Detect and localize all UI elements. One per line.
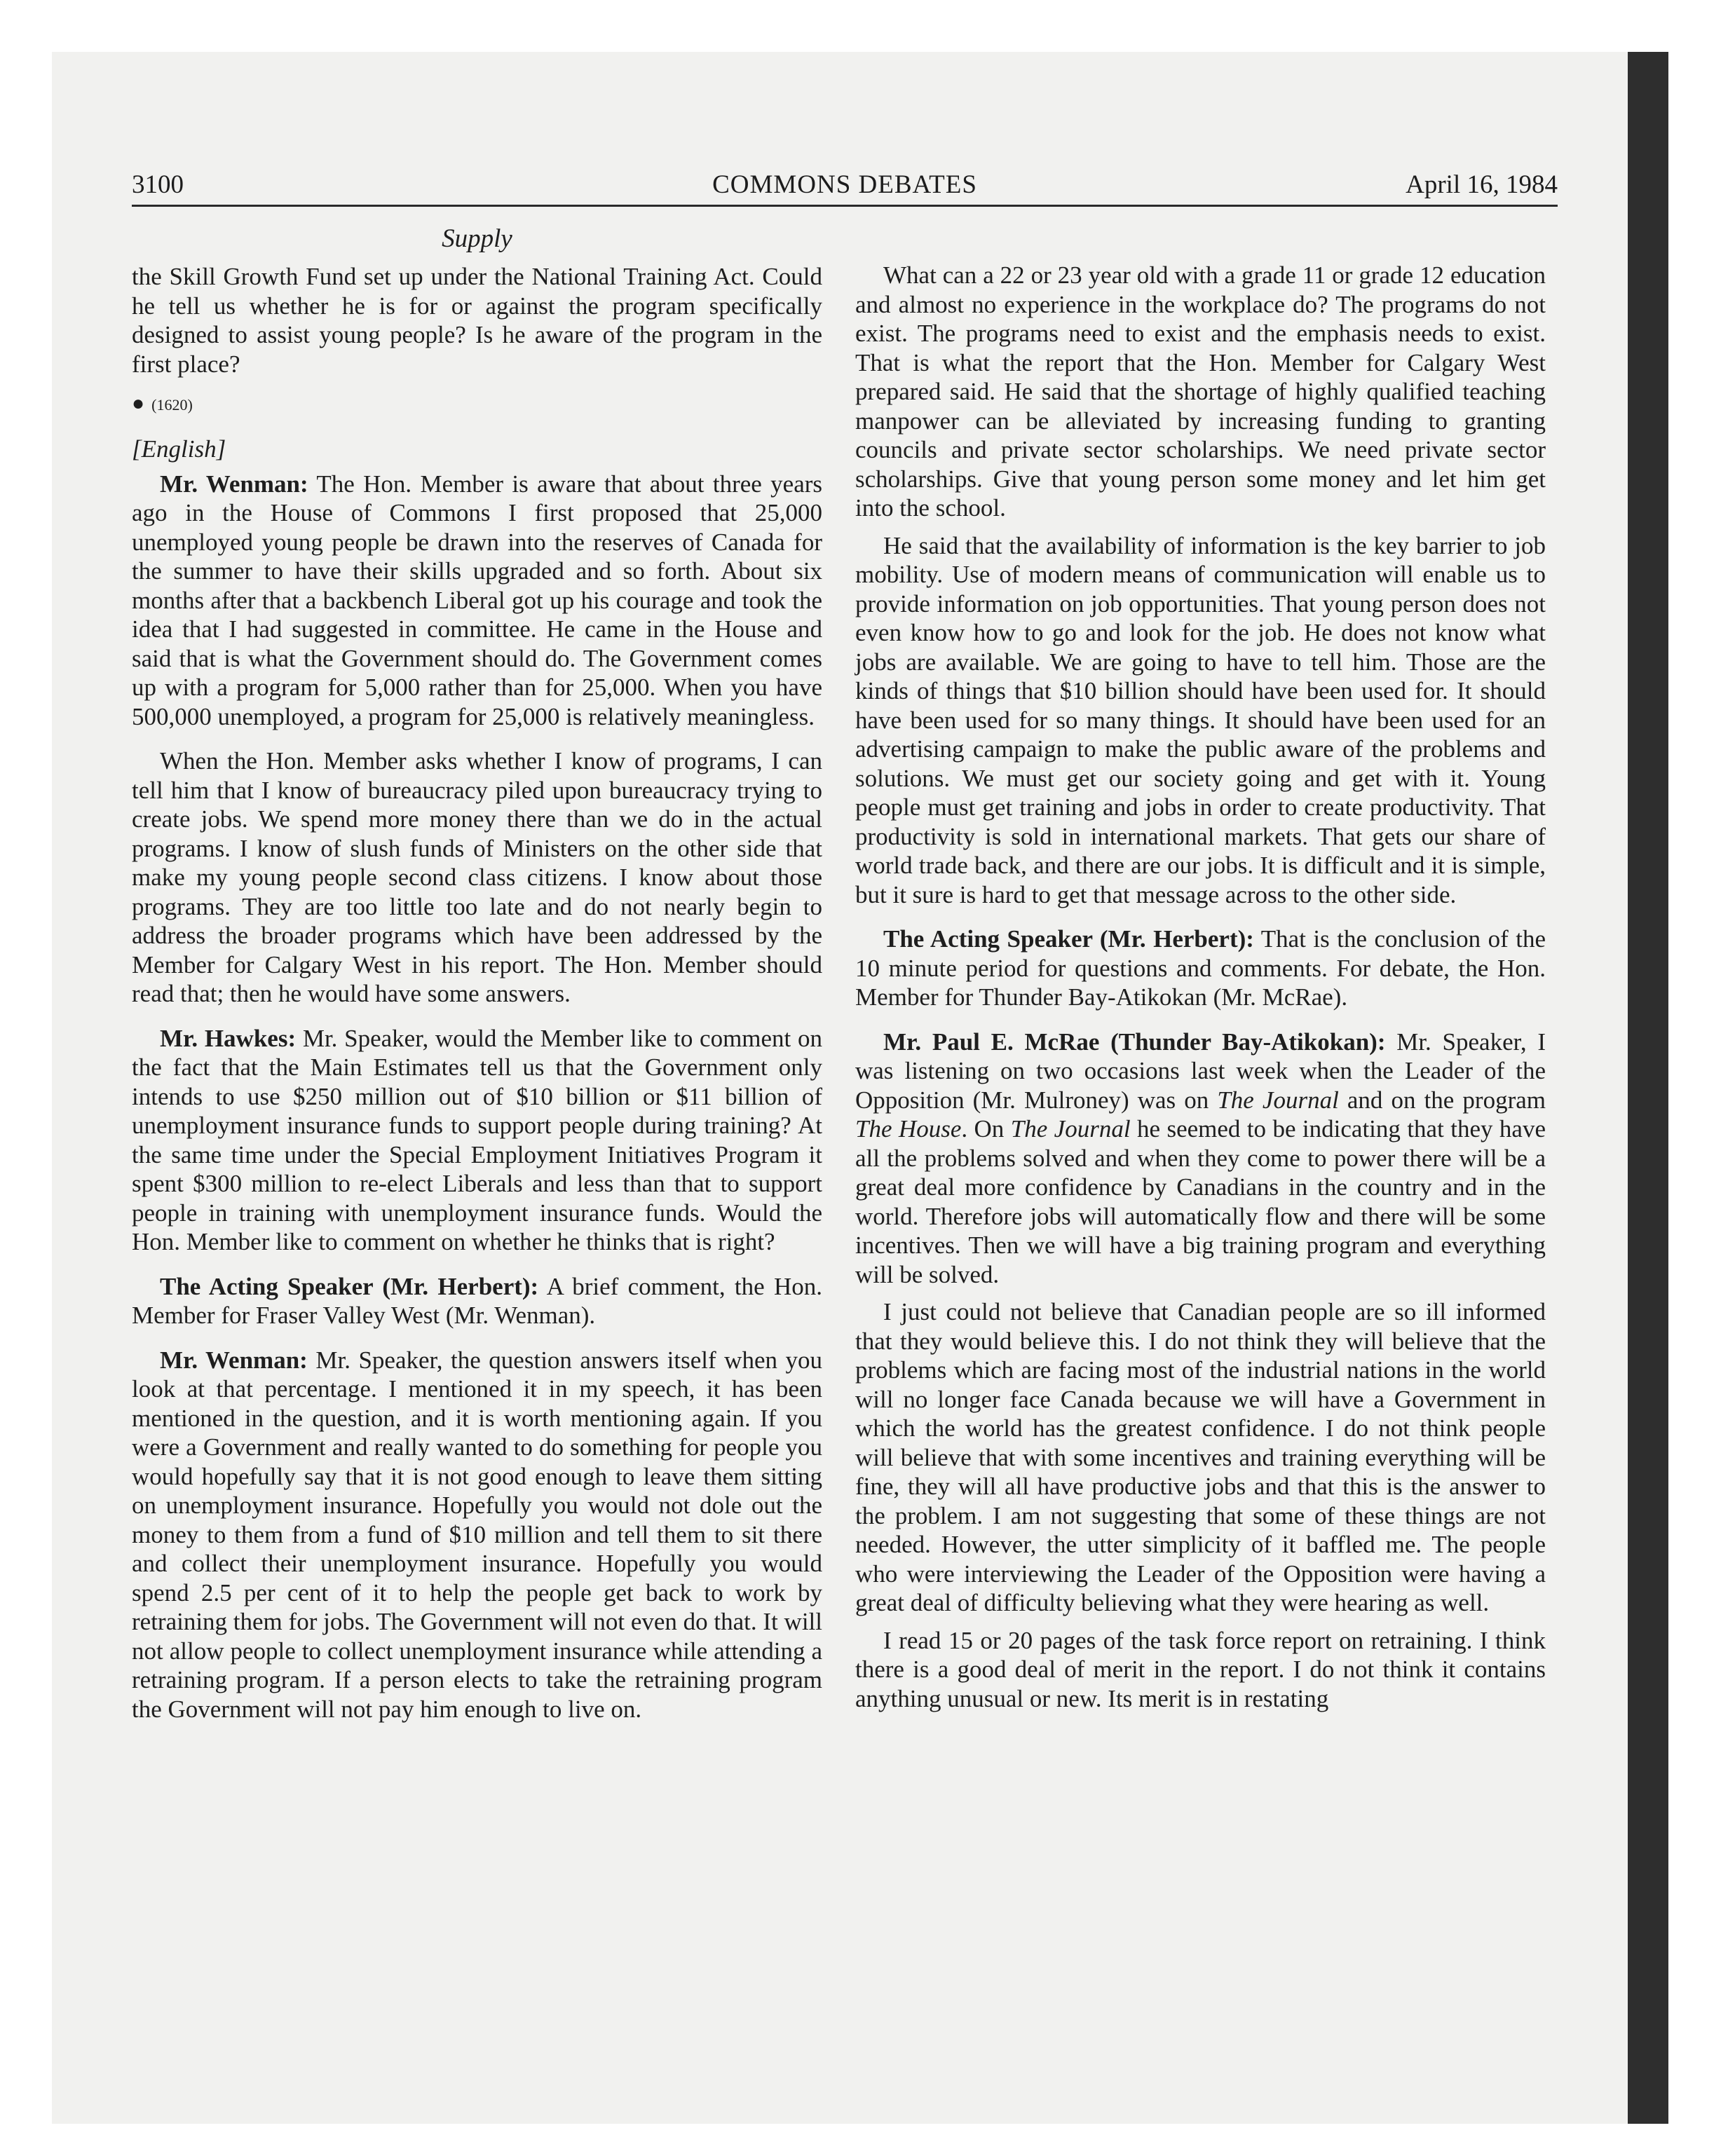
speech-text: . On: [961, 1115, 1011, 1142]
speech-text: That is the conclusion of the 10 minute period for questions and comments. For debate, the Hon. Member for Thunder Bay-Atikokan (Mr. McRae).: [855, 925, 1546, 1011]
paragraph: I read 15 or 20 pages of the task force report on retraining. I think there is a good deal of merit in the report. I do not think it contains anything unusual or new. Its merit is in restating: [855, 1626, 1546, 1712]
language-label: [English]: [132, 435, 226, 463]
time-marker: [132, 388, 822, 419]
speech-text: The Hon. Member is aware that about three years ago in the House of Commons I first proposed that 25,000 unemployed young people be drawn into the reserves of Canada for the summer to have their skills upgraded and so forth. About six months after that a backbench Liberal got up his courage and took the idea that I had suggested in committee. He came in the House and said that is what the Government should do. The Government comes up with a program for 5,000 rather than for 25,000. When you have 500,000 unemployed, a program for 25,000 is relatively meaningless.: [132, 470, 823, 730]
paragraph: I just could not believe that Canadian people are so ill informed that they would believe this. I do not think they will believe that the problems which are facing most of the industrial nations in the world will no longer face Canada because we will have a Government in which the world has the greatest confidence. I do not think people will believe that with some incentives and training everything will be fine, they will all have productive jobs and that this is the answer to the problem. I am not suggesting that some of these things are not needed. However, the utter simplicity of it baffled me. The people who were interviewing the Leader of the Opposition were having a great deal of difficulty believing what they were hearing as well.: [855, 1298, 1546, 1616]
section-title: Supply: [442, 224, 512, 253]
bullet-icon: ●: [132, 392, 145, 415]
speech-text: Mr. Speaker, would the Member like to comment on the fact that the Main Estimates tell us that the Government only intends to use $250 million out of $10 billion or $11 billion of unemployment insurance funds to support people during training? At the same time under the Special Employment Initiatives Program it spent $300 million to re-elect Liberals and less than that to support people in training with unemployment insurance funds. Would the Hon. Member like to comment on whether he thinks that is right?: [132, 1024, 822, 1255]
paragraph: [855, 1028, 1546, 1290]
speaker-name: The Acting Speaker (Mr. Herbert):: [160, 1272, 539, 1300]
speech-text: he seemed to be indicating that they have all the problems solved and when they come to power there will be a great deal more confidence by Canadians in the country and in the world. Therefore jobs will automatically flow and there will be some incentives. Then we will have a big training program and everything will be solved.: [855, 1115, 1546, 1288]
speaker-name: Mr. Hawkes:: [160, 1024, 297, 1052]
speaker-name: The Acting Speaker (Mr. Herbert):: [883, 925, 1254, 953]
program-title: The Journal: [1217, 1086, 1339, 1114]
paragraph: When the Hon. Member asks whether I know of programs, I can tell him that I know of bureaucracy piled upon bureaucracy trying to create jobs. We spend more money there than we do in the actual programs. I know of slush funds of Ministers on the other side that make my young people second class citizens. I know about those programs. They are too little too late and do not nearly begin to address the broader programs which have been addressed by the Member for Calgary West in his report. The Hon. Member should read that; then he would have some answers.: [132, 747, 822, 1007]
program-title: The Journal: [1010, 1115, 1131, 1142]
program-title: The House: [855, 1115, 962, 1142]
time-marker-label: (1620): [151, 396, 193, 414]
scan-edge: [1628, 52, 1668, 2124]
paragraph: [132, 1272, 822, 1330]
paragraph: What can a 22 or 23 year old with a grade 11 or grade 12 education and almost no experience in the workplace do? The programs do not exist. The programs need to exist and the emphasis needs to exist. That is what the report that the Hon. Member for Calgary West prepared said. He said that the shortage of highly qualified teaching manpower can be alleviated by increasing funding to granting councils and private sector scholarships. We need private sector scholarships. Give that young person some money and let him get into the school.: [855, 261, 1546, 521]
header-date: April 16, 1984: [1406, 170, 1558, 199]
speech-text: A brief comment, the Hon. Member for Fraser Valley West (Mr. Wenman).: [132, 1272, 822, 1329]
paragraph: He said that the availability of information is the key barrier to job mobility. Use of modern means of communication will enable us to provide information on job opportunities. That young person does not even know how to go and look for the job. He does not know what jobs are available. We are going to have to tell him. Those are the kinds of things that $10 billion should have been used for. It should have been used for so many things. It should have been used for an advertising campaign to make the public aware of the problems and solutions. We must get our society going and get with it. Young people must get training and jobs in order to create productivity. That productivity is sold in international markets. That gets our share of world trade back, and there are our jobs. It is difficult and it is simple, but it sure is hard to get that message across to the other side.: [855, 531, 1546, 908]
page-number: 3100: [132, 170, 184, 199]
paragraph: [132, 470, 822, 732]
speech-text: Mr. Speaker, I was listening on two occasions last week when the Leader of the Opposition (Mr. Mulroney) was on: [855, 1028, 1546, 1114]
paragraph: [132, 1346, 822, 1724]
paragraph: [132, 1024, 822, 1257]
left-column: [132, 224, 822, 1732]
paragraph: the Skill Growth Fund set up under the National Training Act. Could he tell us whether he is for or against the program specifically designed to assist young people? Is he aware of the program in the first place?: [132, 263, 822, 378]
publication-title: COMMONS DEBATES: [712, 170, 977, 199]
paragraph: [855, 925, 1546, 1012]
speech-text: and on the program: [1338, 1086, 1546, 1114]
right-column: [855, 261, 1546, 1721]
speaker-name: Mr. Paul E. McRae (Thunder Bay-Atikokan):: [883, 1028, 1386, 1056]
speaker-name: Mr. Wenman:: [160, 1346, 308, 1374]
speaker-name: Mr. Wenman:: [160, 470, 308, 498]
page-header: [132, 170, 1558, 207]
speech-text: Mr. Speaker, the question answers itself when you look at that percentage. I mentioned it in my speech, it has been mentioned in the question, and it is worth mentioning again. If you were a Government and really wanted to do something for people you would hopefully say that it is not good enough to leave them sitting on unemployment insurance. Hopefully you would not dole out the money to them from a fund of $10 million and tell them to sit there and collect their unemployment insurance. Hopefully you would spend 2.5 per cent of it to help the people get back to work by retraining them for jobs. The Government will not even do that. It will not allow people to collect unemployment insurance while attending a retraining program. If a person elects to take the retraining program the Government will not pay him enough to live on.: [132, 1346, 822, 1723]
